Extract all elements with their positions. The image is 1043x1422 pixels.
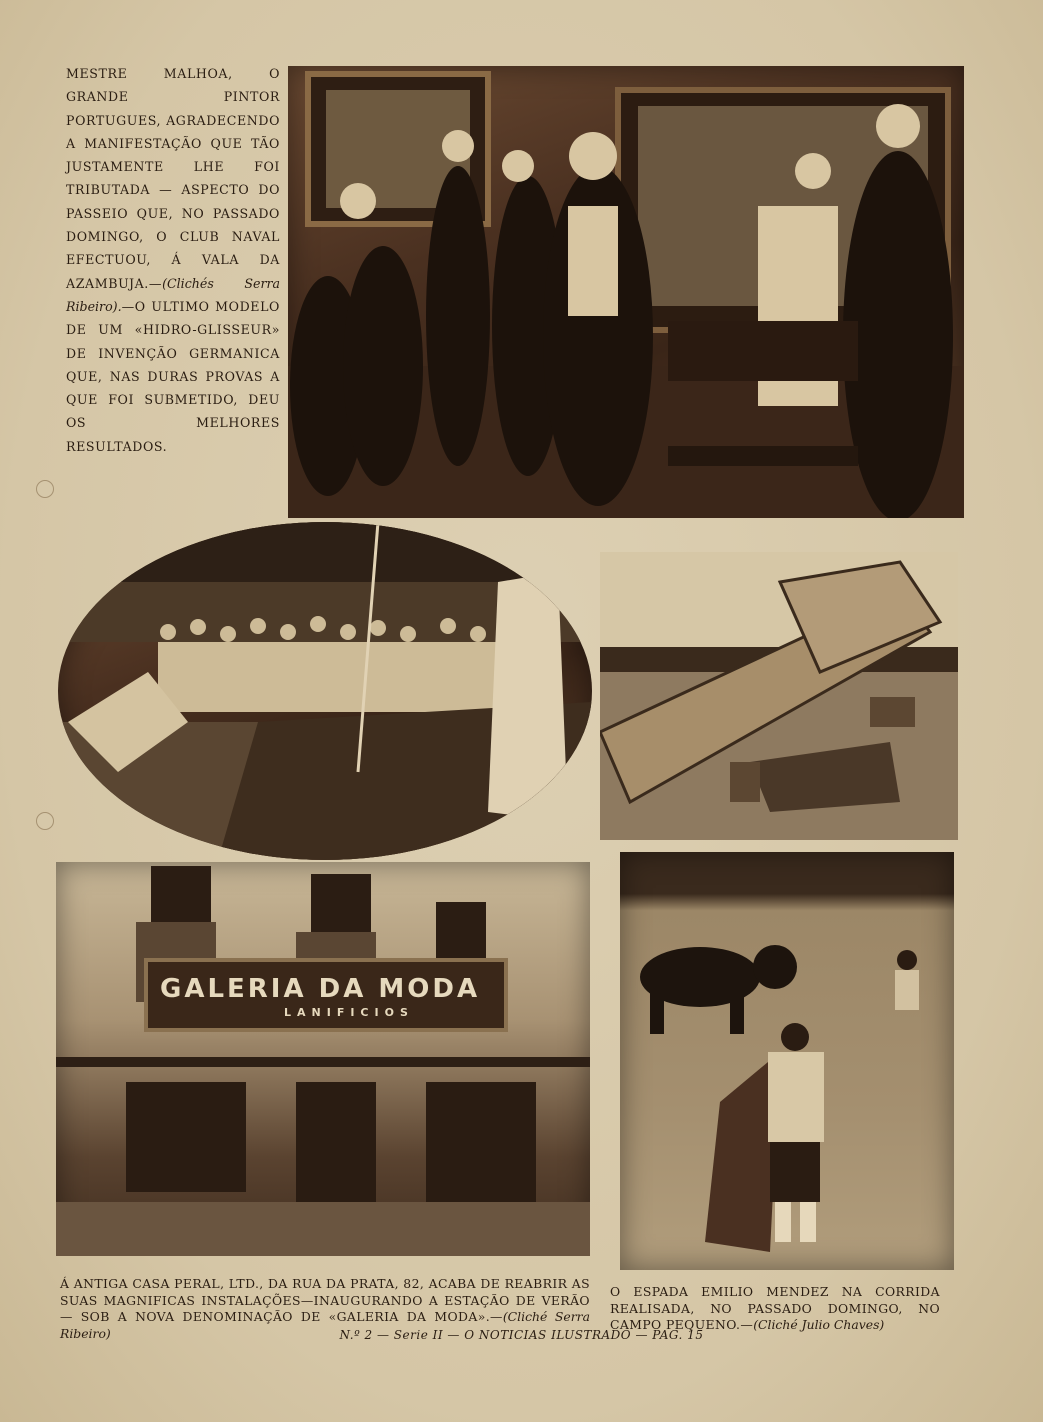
- caption-malhoa-credit: (Clichés Serra Ribeiro).: [66, 275, 280, 314]
- caption-galeria-text: Á ANTIGA CASA PERAL, LTD., DA RUA DA PRATA, 82, ACABA DE REABRIR AS SUAS MAGNIFICAS INSTALAÇÕES—INAUGURANDO A ESTAÇÃO DE VERÃO— SOB A NOVA DENOMINAÇÃO DE «GALERIA DA MODA».—: [60, 1276, 590, 1324]
- photo-club-naval-oval: [58, 522, 592, 860]
- caption-bullfight-credit: (Cliché Julio Chaves): [753, 1317, 885, 1332]
- photo-hydro-glisseur: [600, 552, 958, 840]
- storefront-sign: [154, 972, 500, 1022]
- binding-hole-bottom: [36, 812, 54, 830]
- caption-bullfight: [610, 1284, 940, 1334]
- caption-bullfight-text: O ESPADA EMILIO MENDEZ NA CORRIDA REALISADA, NO PASSADO DOMINGO, NO CAMPO PEQUENO.—: [610, 1284, 940, 1332]
- page-footer: N.º 2 — Serie II — O NOTICIAS ILUSTRADO — PAG. 15: [339, 1328, 704, 1342]
- binding-hole-top: [36, 480, 54, 498]
- photo-galeria-da-moda: [56, 862, 590, 1256]
- photo-bullfight: [620, 852, 954, 1270]
- sign-main-text: GALERIA DA MODA: [160, 974, 481, 1004]
- caption-galeria-credit: (Cliché Serra Ribeiro): [60, 1309, 590, 1341]
- caption-hydro-text: —O ULTIMO MODELO DE UM «HIDRO-GLISSEUR» DE INVENÇÃO GERMANICA QUE, NAS DURAS PROVAS A QUE FOI SUBMETIDO, DEU OS MELHORES RESULTADOS.: [66, 298, 280, 454]
- caption-malhoa: [66, 62, 280, 458]
- photo-malhoa-ceremony: [288, 66, 964, 518]
- sign-sub-text: LANIFICIOS: [284, 1006, 414, 1019]
- caption-malhoa-text: MESTRE MALHOA, O GRANDE PINTOR PORTUGUES, AGRADECENDO A MANIFESTAÇÃO QUE TÃO JUSTAMENTE LHE FOI TRIBUTADA — ASPECTO DO PASSEIO QUE, NO PASSADO DOMINGO, O CLUB NAVAL EFECTUOU, Á VALA DA AZAMBUJA.—: [66, 66, 280, 291]
